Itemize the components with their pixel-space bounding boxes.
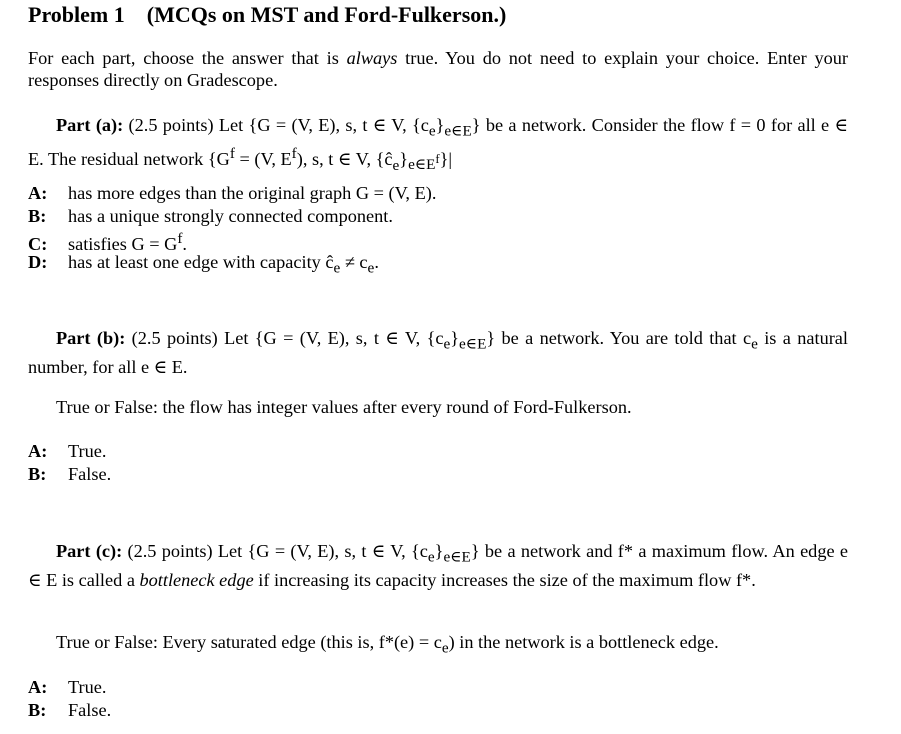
part-c-sub-2: e∈E [443,548,471,566]
part-b-question: True or False: the flow has integer values after every round of Ford-Fulkerson. [56,397,632,417]
part-b-label: Part (b): [56,328,126,348]
part-c-question-1: True or False: Every saturated edge (this is, f*(e) = c [56,632,442,652]
part-a-sup-2: f [291,144,297,162]
problem-heading [28,2,506,28]
part-a-sub-4-wrap [408,152,440,174]
option-mid: ≠ c [340,252,368,272]
part-c-text-3: } be a network and f* a maximum flow. An edge e ∈ E is called a [28,541,848,590]
part-a-label: Part (a): [56,115,124,135]
part-b-text-3: } be a network. You are told that c [486,328,752,348]
part-c-question [28,631,848,660]
part-a-text-4: = (V, E [234,148,292,169]
part-c-question-sub: e [441,639,449,657]
option-text: has a unique strongly connected component. [68,206,393,226]
option-text: satisfies G = G [68,234,178,255]
option-text: False. [68,700,112,720]
part-a-sub-3: e [392,156,400,174]
option-letter: D: [28,252,48,272]
option-letter: A: [28,183,48,203]
option-letter: A: [28,677,48,697]
option-text: has at least one edge with capacity ĉ [68,252,334,272]
intro-text-after: true. You do not need to explain your choice. Enter your responses directly on Gradescope. [28,48,848,90]
part-a-text-2: } [435,115,445,135]
part-a-text-7: }| [439,148,453,169]
part-c-text-2: } [434,541,444,561]
part-c-label: Part (c): [56,541,123,561]
intro-paragraph [28,47,848,91]
part-a-sub-2: e∈E [444,122,472,140]
option-sub: e [333,259,341,277]
part-a-option-d [28,251,379,280]
option-letter: B: [28,700,47,720]
part-c-text-1: (2.5 points) Let {G = (V, E), s, t ∈ V, {c [122,541,428,561]
part-b-sub-1: e [443,335,451,353]
part-a-sub-4: e∈E [408,156,436,174]
part-a-option-b [28,205,393,227]
option-text: has more edges than the original graph G = (V, E). [68,183,437,203]
part-c-paragraph [28,540,848,591]
part-a-sup-3: f [435,152,440,167]
part-c-option-b [28,699,111,721]
part-a-text-1: (2.5 points) Let {G = (V, E), s, t ∈ V, {c [123,115,429,135]
option-text: True. [68,677,107,697]
option-tail: . [374,252,379,272]
option-letter: A: [28,441,48,461]
part-b-paragraph [28,327,848,378]
part-c-sub-1: e [427,548,435,566]
part-b-text-2: } [450,328,460,348]
part-c-question-2: ) in the network is a bottleneck edge. [448,632,719,652]
part-a-text-5: ), s, t ∈ V, {ĉ [296,148,393,169]
part-b-sub-3: e [751,335,758,353]
option-sub-2: e [367,259,375,277]
option-text: True. [68,441,107,461]
option-letter: B: [28,464,47,484]
option-letter: C: [28,234,48,255]
intro-text-before: For each part, choose the answer that is [28,48,347,68]
option-letter: B: [28,206,47,226]
part-a-sup-1: f [229,144,235,162]
intro-emphasis: always [346,48,398,68]
option-text: False. [68,464,112,484]
part-b-option-b [28,463,111,485]
part-a-option-a [28,182,436,204]
problem-label: Problem 1 [28,2,125,27]
part-a-paragraph [28,114,848,176]
part-c-option-a [28,676,106,698]
part-b-text-1: (2.5 points) Let {G = (V, E), s, t ∈ V, {c [125,328,444,348]
option-sup: f [177,230,183,247]
part-a-text-3: } be a network. Consider the flow f = 0 for all e ∈ E. The residual network {G [28,115,849,169]
part-b-sub-2: e∈E [459,335,487,353]
part-b-option-a [28,440,106,462]
part-a-text-6: } [399,148,409,169]
part-a-sub-1: e [428,122,436,140]
part-c-text-4: if increasing its capacity increases the size of the maximum flow f*. [253,569,756,590]
problem-title: (MCQs on MST and Ford-Fulkerson.) [146,2,507,27]
option-tail: . [182,234,187,255]
part-b-text-4: is a natural number, for all e ∈ E. [28,328,848,377]
part-c-emphasis: bottleneck edge [139,569,254,590]
